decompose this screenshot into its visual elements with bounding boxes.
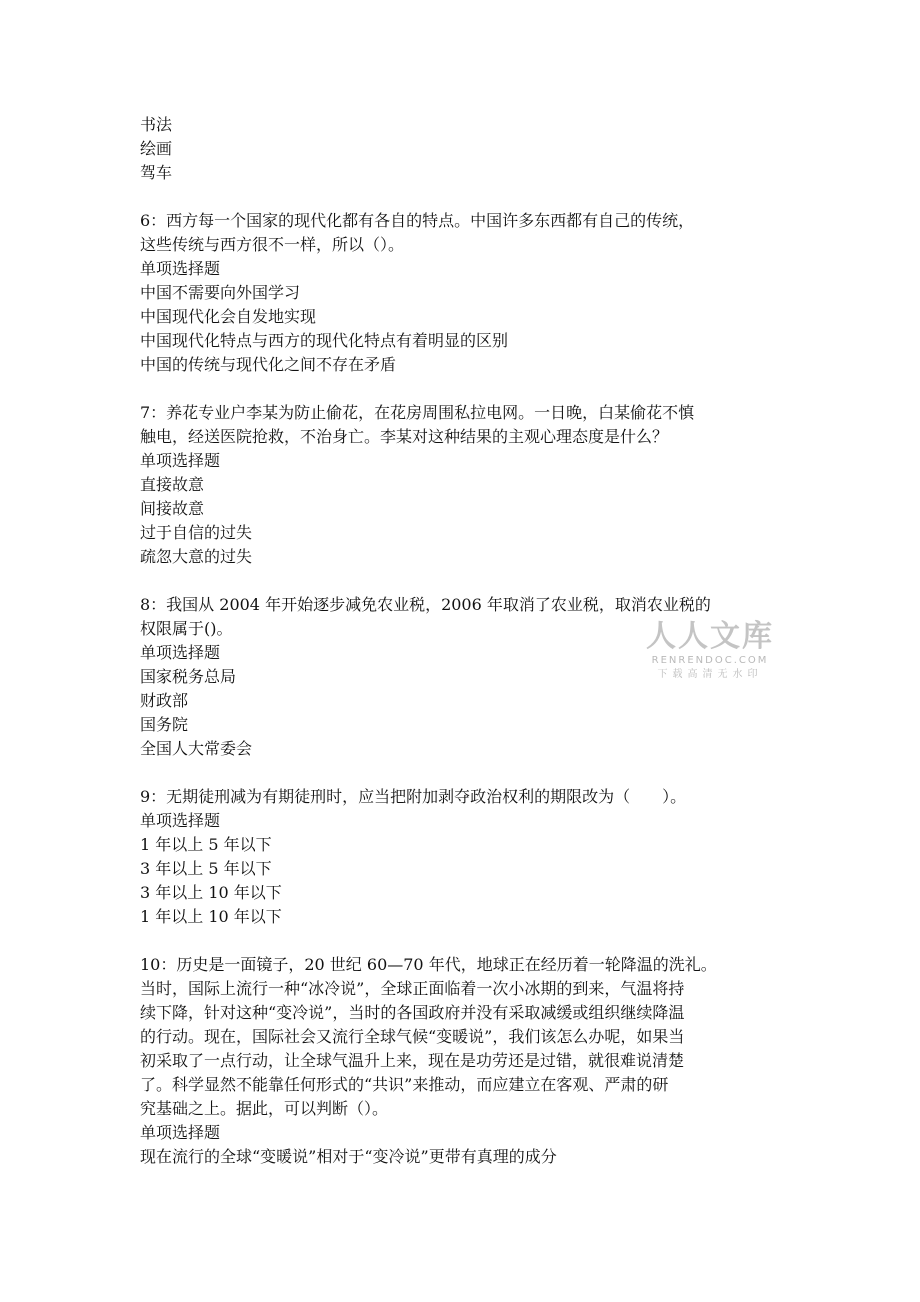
option: 1 年以上 5 年以下 [140,835,272,854]
option: 直接故意 [140,475,205,494]
option: 国务院 [140,715,189,734]
option: 中国现代化特点与西方的现代化特点有着明显的区别 [140,331,509,350]
question-type: 单项选择题 [140,811,221,830]
option: 全国人大常委会 [140,739,253,758]
option: 财政部 [140,691,189,710]
option: 中国不需要向外国学习 [140,283,301,302]
watermark-slogan: 下载高清无水印 [657,669,763,680]
question-text: 的行动。现在，国际社会又流行全球气候“变暖说”，我们该怎么办呢，如果当 [140,1027,685,1046]
question-text: 当时，国际上流行一种“冰冷说”，全球正面临着一次小冰期的到来，气温将持 [140,979,685,998]
question-10 [140,953,790,1169]
option: 中国的传统与现代化之间不存在矛盾 [140,355,397,374]
option: 1 年以上 10 年以下 [140,907,282,926]
option: 间接故意 [140,499,205,518]
question-text: 7：养花专业户李某为防止偷花，在花房周围私拉电网。一日晚，白某偷花不慎 [140,403,695,422]
watermark-domain: RENRENDOC.COM [651,655,769,666]
option: 3 年以上 10 年以下 [140,883,282,902]
question-6 [140,209,790,377]
question-type: 单项选择题 [140,451,221,470]
option: 现在流行的全球“变暖说”相对于“变冷说”更带有真理的成分 [140,1147,557,1166]
question-text: 8：我国从 2004 年开始逐步减免农业税，2006 年取消了农业税，取消农业税的 [140,595,711,614]
question-text: 6：西方每一个国家的现代化都有各自的特点。中国许多东西都有自己的传统， [140,211,695,230]
question-type: 单项选择题 [140,259,221,278]
question-text: 了。科学显然不能靠任何形式的“共识”来推动，而应建立在客观、严肃的研 [140,1075,669,1094]
option: 书法 [140,115,173,134]
question-text: 权限属于()。 [140,619,233,638]
question-text: 初采取了一点行动，让全球气温升上来，现在是功劳还是过错，就很难说清楚 [140,1051,685,1070]
option: 中国现代化会自发地实现 [140,307,317,326]
option: 3 年以上 5 年以下 [140,859,272,878]
previous-question-options [140,113,790,185]
question-type: 单项选择题 [140,643,221,662]
option: 疏忽大意的过失 [140,547,253,566]
option: 绘画 [140,139,173,158]
question-text: 究基础之上。据此，可以判断（）。 [140,1099,389,1118]
question-7 [140,401,790,569]
question-text: 续下降，针对这种“变冷说”，当时的各国政府并没有采取减缓或组织继续降温 [140,1003,685,1022]
question-type: 单项选择题 [140,1123,221,1142]
watermark-title: 人人文库 [646,619,774,654]
question-9 [140,785,790,929]
question-text: 9：无期徒刑减为有期徒刑时，应当把附加剥夺政治权利的期限改为（ ）。 [140,787,687,806]
option: 过于自信的过失 [140,523,253,542]
option: 驾车 [140,163,173,182]
option: 国家税务总局 [140,667,237,686]
watermark-logo [640,620,780,682]
question-text: 触电，经送医院抢救，不治身亡。李某对这种结果的主观心理态度是什么？ [140,427,669,446]
question-text: 这些传统与西方很不一样，所以（）。 [140,235,405,254]
question-text: 10：历史是一面镜子，20 世纪 60—70 年代，地球正在经历着一轮降温的洗礼。 [140,955,717,974]
